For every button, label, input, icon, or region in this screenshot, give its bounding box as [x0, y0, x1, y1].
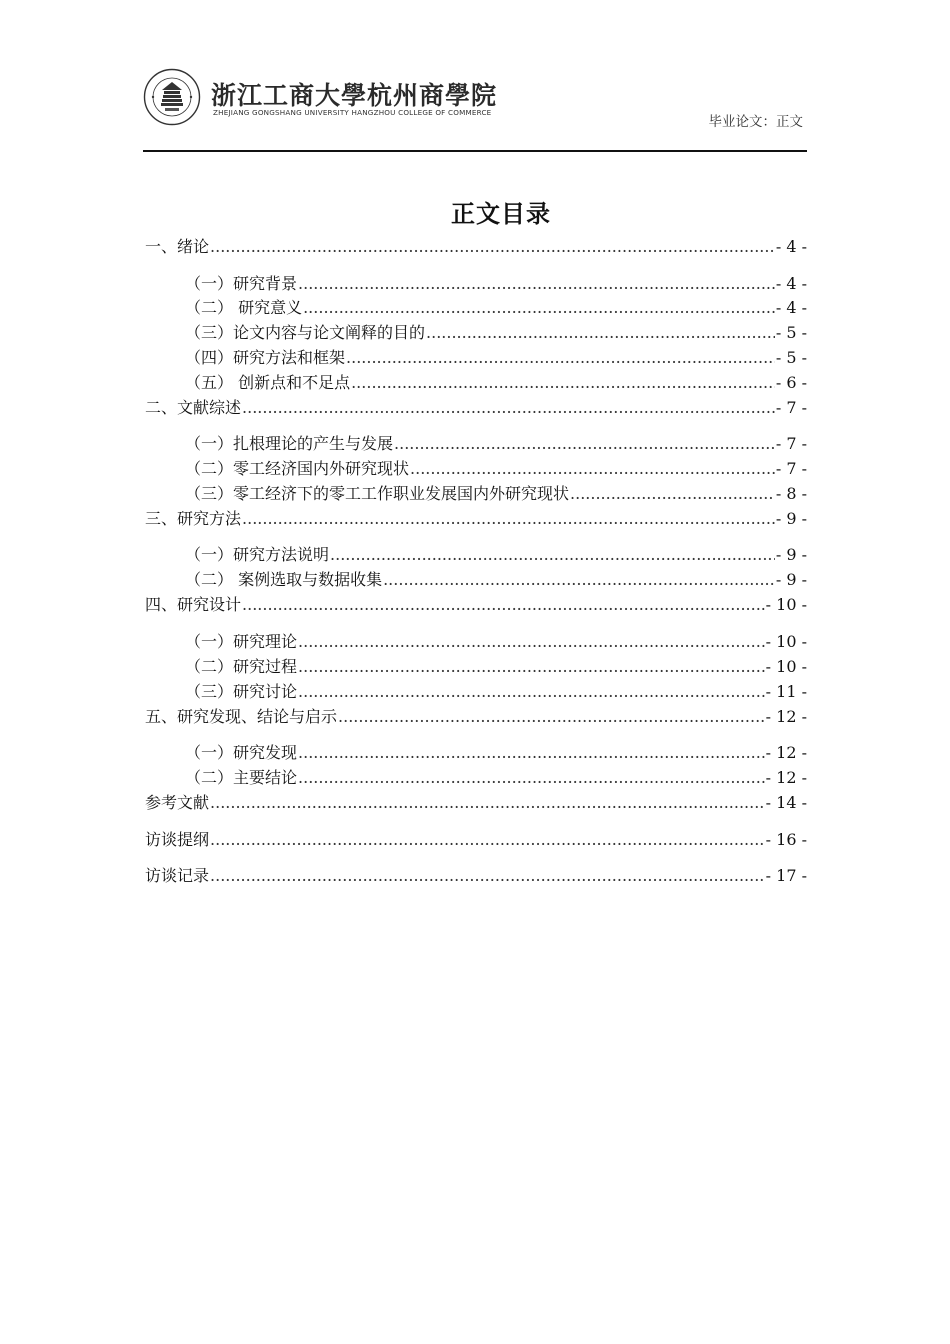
- toc-entry-label: （三）零工经济下的零工工作职业发展国内外研究现状: [185, 484, 570, 503]
- toc-dot-leader: [242, 397, 775, 419]
- toc-entry-label: （五） 创新点和不足点: [185, 373, 351, 392]
- toc-page-number: - 12 -: [765, 768, 807, 787]
- toc-dot-leader: [210, 865, 765, 887]
- toc-subentry[interactable]: [185, 273, 807, 295]
- toc-entry-label: （一）研究方法说明: [185, 545, 330, 564]
- toc-subentry[interactable]: [185, 483, 807, 505]
- toc-entry-label: （二） 案例选取与数据收集: [185, 570, 383, 589]
- toc-page-number: - 4 -: [775, 237, 807, 256]
- toc-entry-label: 五、研究发现、结论与启示: [145, 707, 338, 726]
- toc-page-number: - 12 -: [765, 707, 807, 726]
- toc-entry[interactable]: [145, 236, 807, 258]
- toc-entry[interactable]: [145, 792, 807, 814]
- brand-name-chinese: 浙江工商大學杭州商學院: [211, 81, 498, 110]
- toc-entry[interactable]: [145, 829, 807, 851]
- toc-dot-leader: [298, 273, 775, 295]
- toc-page-number: - 9 -: [775, 509, 807, 528]
- toc-dot-leader: [298, 767, 765, 789]
- toc-dot-leader: [298, 681, 765, 703]
- toc-entry-label: （一）研究发现: [185, 743, 298, 762]
- toc-entry-label: （三）研究讨论: [185, 682, 298, 701]
- toc-dot-leader: [298, 656, 765, 678]
- toc-entry[interactable]: [145, 594, 807, 616]
- toc-dot-leader: [242, 594, 765, 616]
- university-seal-logo: [143, 68, 201, 126]
- toc-entry-label: 访谈记录: [145, 866, 210, 885]
- toc-subentry[interactable]: [185, 569, 807, 591]
- toc-dot-leader: [210, 792, 765, 814]
- toc-page-number: - 4 -: [775, 274, 807, 293]
- toc-entry-label: （四）研究方法和框架: [185, 348, 346, 367]
- toc-entry-label: （一）扎根理论的产生与发展: [185, 434, 394, 453]
- toc-entry-label: 一、绪论: [145, 237, 210, 256]
- toc-entry-label: （一）研究理论: [185, 632, 298, 651]
- toc-dot-leader: [210, 829, 765, 851]
- toc-subentry[interactable]: [185, 433, 807, 455]
- toc-page-number: - 16 -: [765, 830, 807, 849]
- toc-subentry[interactable]: [185, 544, 807, 566]
- toc-dot-leader: [242, 508, 775, 530]
- toc-dot-leader: [346, 347, 775, 369]
- toc-dot-leader: [303, 297, 775, 319]
- toc-entry-label: （二）零工经济国内外研究现状: [185, 459, 410, 478]
- toc-dot-leader: [394, 433, 775, 455]
- toc-page-number: - 9 -: [775, 570, 807, 589]
- brand-name-english: ZHEJIANG GONGSHANG UNIVERSITY HANGZHOU COLLEGE OF COMMERCE: [213, 108, 492, 117]
- toc-dot-leader: [351, 372, 775, 394]
- toc-subentry[interactable]: [185, 322, 807, 344]
- toc-dot-leader: [383, 569, 775, 591]
- toc-subentry[interactable]: [185, 297, 807, 319]
- toc-page-number: - 14 -: [765, 793, 807, 812]
- toc-page-number: - 17 -: [765, 866, 807, 885]
- header-section-label: 毕业论文：正文: [708, 114, 803, 130]
- toc-dot-leader: [210, 236, 775, 258]
- toc-page-number: - 10 -: [765, 632, 807, 651]
- toc-page-number: - 9 -: [775, 545, 807, 564]
- toc-subentry[interactable]: [185, 631, 807, 653]
- toc-entry-label: 四、研究设计: [145, 595, 242, 614]
- toc-page-number: - 7 -: [775, 434, 807, 453]
- toc-entry[interactable]: [145, 706, 807, 728]
- toc-title: 正文目录: [451, 200, 551, 228]
- toc-dot-leader: [410, 458, 775, 480]
- toc-entry-label: （三）论文内容与论文阐释的目的: [185, 323, 426, 342]
- toc-entry-label: （一）研究背景: [185, 274, 298, 293]
- toc-entry-label: 访谈提纲: [145, 830, 210, 849]
- toc-page-number: - 10 -: [765, 657, 807, 676]
- toc-dot-leader: [298, 742, 765, 764]
- toc-dot-leader: [298, 631, 765, 653]
- toc-entry-label: 三、研究方法: [145, 509, 242, 528]
- toc-entry-label: （二）研究过程: [185, 657, 298, 676]
- toc-page-number: - 12 -: [765, 743, 807, 762]
- toc-entry-label: （二） 研究意义: [185, 298, 303, 317]
- toc-page-number: - 5 -: [775, 323, 807, 342]
- toc-page-number: - 4 -: [775, 298, 807, 317]
- toc-subentry[interactable]: [185, 458, 807, 480]
- header-divider: [143, 150, 807, 152]
- page-header: [143, 62, 807, 152]
- toc-subentry[interactable]: [185, 656, 807, 678]
- toc-page-number: - 11 -: [765, 682, 807, 701]
- toc-subentry[interactable]: [185, 347, 807, 369]
- toc-subentry[interactable]: [185, 767, 807, 789]
- toc-subentry[interactable]: [185, 742, 807, 764]
- toc-entry-label: 二、文献综述: [145, 398, 242, 417]
- toc-dot-leader: [330, 544, 775, 566]
- toc-entry[interactable]: [145, 508, 807, 530]
- toc-page-number: - 10 -: [765, 595, 807, 614]
- toc-dot-leader: [338, 706, 765, 728]
- toc-page-number: - 8 -: [775, 484, 807, 503]
- toc-entry-label: 参考文献: [145, 793, 210, 812]
- toc-entry[interactable]: [145, 865, 807, 887]
- toc-entry-label: （二）主要结论: [185, 768, 298, 787]
- toc-subentry[interactable]: [185, 372, 807, 394]
- toc-page-number: - 5 -: [775, 348, 807, 367]
- toc-dot-leader: [426, 322, 775, 344]
- toc-page-number: - 7 -: [775, 459, 807, 478]
- toc-page-number: - 7 -: [775, 398, 807, 417]
- toc-subentry[interactable]: [185, 681, 807, 703]
- toc-dot-leader: [570, 483, 775, 505]
- toc-entry[interactable]: [145, 397, 807, 419]
- toc-page-number: - 6 -: [775, 373, 807, 392]
